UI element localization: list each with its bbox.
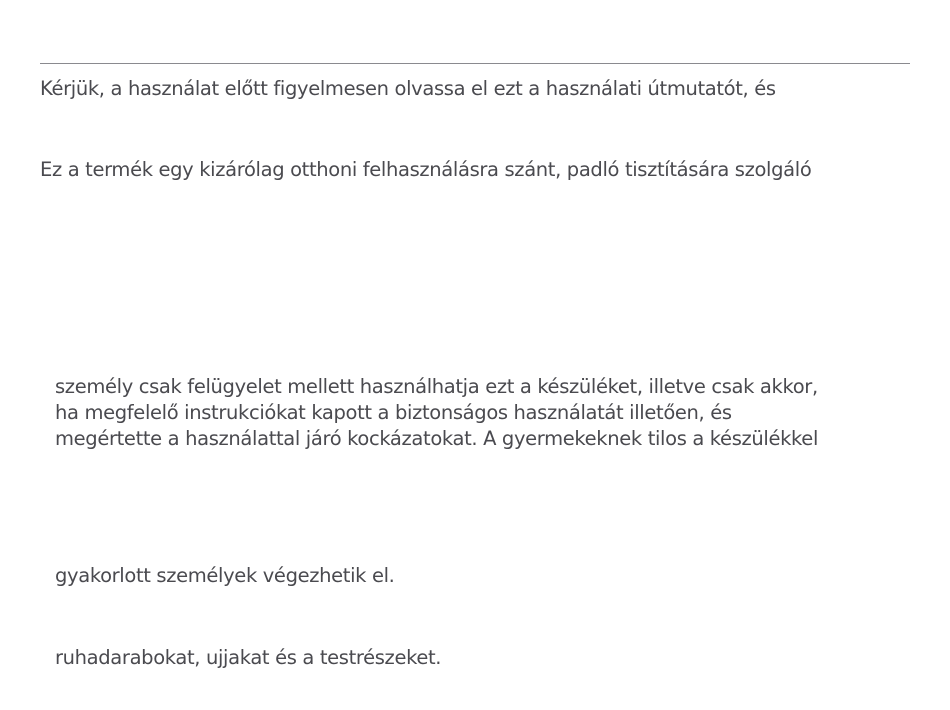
supervision-paragraph xyxy=(55,374,818,452)
supervision-line-3: megértette a használattal járó kockázatokat. A gyermekeknek tilos a készülékkel xyxy=(55,427,819,450)
intro-text: Kérjük, a használat előtt figyelmesen olvassa el ezt a használati útmutatót, és xyxy=(40,77,776,100)
supervision-line-1: személy csak felügyelet mellett használhatja ezt a készüléket, illetve csak akkor, xyxy=(55,375,818,398)
product-description-text: Ez a termék egy kizárólag otthoni felhasználásra szánt, padló tisztítására szolgáló xyxy=(40,158,812,181)
trained-persons-text: gyakorlott személyek végezhetik el. xyxy=(55,564,395,587)
header-divider xyxy=(40,63,910,64)
body-parts-text: ruhadarabokat, ujjakat és a testrészeket. xyxy=(55,646,442,669)
supervision-line-2: ha megfelelő instrukciókat kapott a biztonságos használatát illetően, és xyxy=(55,401,732,424)
